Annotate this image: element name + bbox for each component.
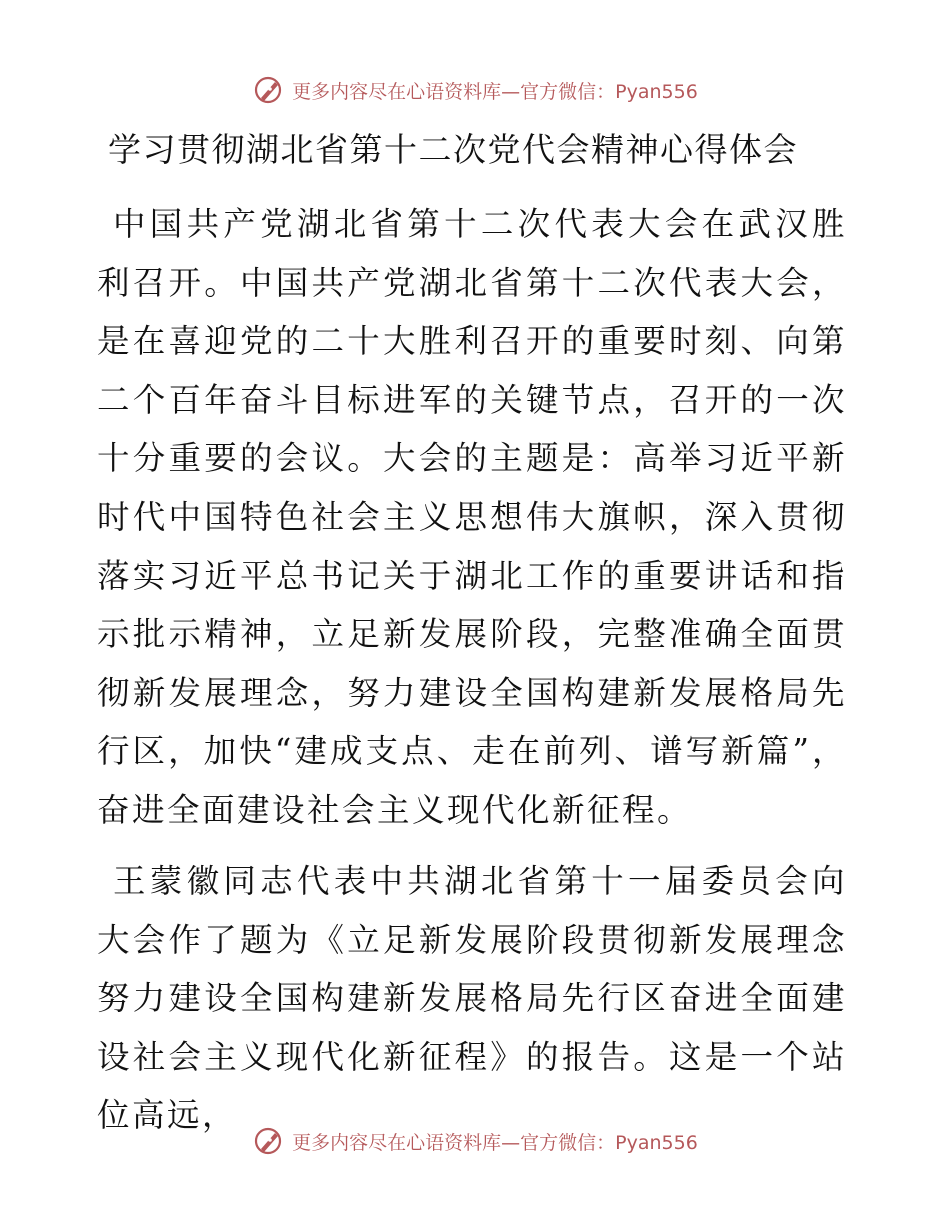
body-paragraph-2: 王蒙徽同志代表中共湖北省第十一届委员会向大会作了题为《立足新发展阶段贯彻新发展理念努力建设全国构建新发展格局先行区奋进全面建设社会主义现代化新征程》的报告。这是一个站位高远， [97,862,847,1135]
pen-nib-logo-icon [252,1125,284,1157]
header-banner [0,70,950,110]
footer-banner-text: 更多内容尽在心语资料库—官方微信：Pyan556 [292,1131,698,1154]
header-banner-text: 更多内容尽在心语资料库—官方微信：Pyan556 [292,80,698,103]
body-paragraph-1: 中国共产党湖北省第十二次代表大会在武汉胜利召开。中国共产党湖北省第十二次代表大会，是在喜迎党的二十大胜利召开的重要时刻、向第二个百年奋斗目标进军的关键节点，召开的一次十分重要的会议。大会的主题是：高举习近平新时代中国特色社会主义思想伟大旗帜，深入贯彻落实习近平总书记关于湖北工作的重要讲话和指示批示精神，立足新发展阶段，完整准确全面贯彻新发展理念，努力建设全国构建新发展格局先行区，加快“建成支点、走在前列、谱写新篇”，奋进全面建设社会主义现代化新征程。 [97,205,847,829]
footer-banner [0,1121,950,1161]
page-title: 学习贯彻湖北省第十二次党代会精神心得体会 [108,130,798,169]
pen-nib-logo-icon [252,74,284,106]
